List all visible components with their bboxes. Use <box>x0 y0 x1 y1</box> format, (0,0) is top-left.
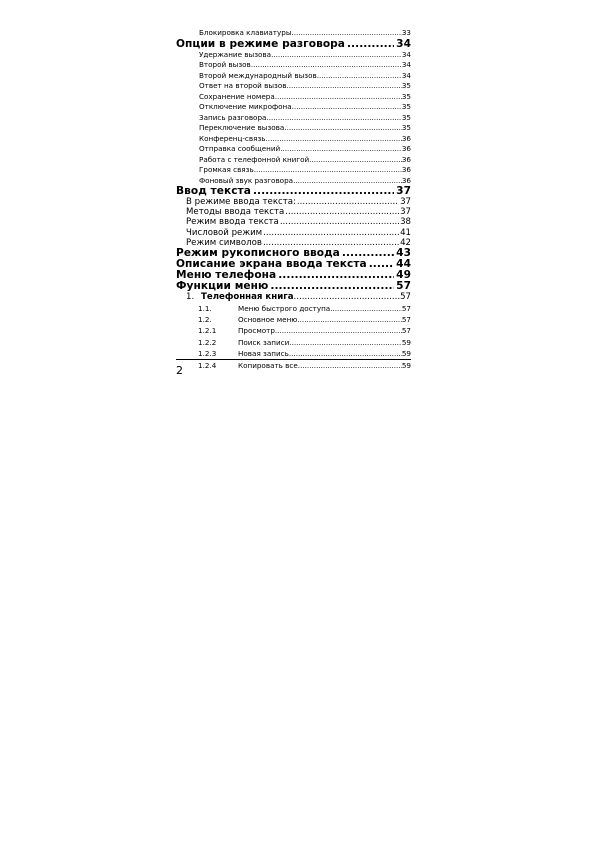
toc-dot-leader <box>271 50 402 61</box>
toc-entry-page: 34 <box>396 37 411 50</box>
toc-dot-leader <box>275 325 402 336</box>
toc-entry[interactable] <box>176 303 411 314</box>
toc-entry-page: 57 <box>400 292 411 303</box>
toc-entry-title: Конференц-связь <box>199 133 266 143</box>
toc-entry[interactable] <box>176 60 411 71</box>
toc-entry-page: 57 <box>401 326 411 336</box>
toc-entry-page: 36 <box>401 165 411 174</box>
toc-entry[interactable] <box>176 217 411 227</box>
toc-dot-leader <box>280 144 402 155</box>
toc-dot-leader <box>292 28 402 39</box>
toc-entry[interactable] <box>176 92 411 103</box>
toc-entry-page: 37 <box>400 197 411 207</box>
toc-dot-leader <box>263 228 399 238</box>
toc-dot-leader <box>297 314 402 325</box>
toc-entry-title: Режим символов <box>186 237 262 248</box>
toc-entry-page: 59 <box>401 337 411 347</box>
toc-entry-title: Ввод текста <box>176 185 251 197</box>
toc-entry[interactable] <box>176 144 411 155</box>
toc-entry-page: 42 <box>400 237 411 248</box>
toc-entry[interactable] <box>176 39 411 50</box>
toc-entry-page: 37 <box>400 207 411 218</box>
toc-entry-page: 44 <box>396 258 411 271</box>
toc-entry[interactable] <box>176 325 411 336</box>
toc-entry-page: 41 <box>400 227 411 238</box>
toc-entry-number: 1.1. <box>198 303 212 313</box>
toc-entry-title: Отправка сообщений <box>199 144 281 153</box>
footer-rule <box>176 359 411 360</box>
toc-entry-page: 36 <box>401 133 411 143</box>
toc-entry-title: Фоновый звук разговора <box>199 175 294 185</box>
toc-entry-title: Числовой режим <box>186 227 263 238</box>
toc-dot-leader <box>266 134 402 145</box>
toc-dot-leader <box>347 39 394 50</box>
toc-entry-title: Отключение микрофона <box>199 102 292 111</box>
toc-entry-title: Режим ввода текста <box>186 217 279 228</box>
toc-entry-page: 35 <box>401 123 411 132</box>
toc-entry-page: 59 <box>401 349 411 359</box>
toc-entry-page: 36 <box>401 154 411 164</box>
toc-entry-page: 35 <box>401 112 411 122</box>
toc-entry-page: 37 <box>396 185 411 197</box>
toc-entry[interactable] <box>176 102 411 113</box>
toc-entry-title: Телефонная книга <box>201 292 294 303</box>
toc-entry[interactable] <box>176 292 411 303</box>
toc-entry-number: 1.2.1 <box>198 326 217 336</box>
toc-entry[interactable] <box>176 155 411 166</box>
toc-dot-leader <box>289 348 402 359</box>
toc-entry-page: 57 <box>401 314 411 324</box>
toc-entry-page: 57 <box>401 303 411 313</box>
toc-entry-page: 35 <box>401 102 411 111</box>
toc-entry[interactable] <box>176 360 411 371</box>
toc-entry[interactable] <box>176 197 411 207</box>
toc-entry[interactable] <box>176 71 411 82</box>
toc-entry[interactable] <box>176 281 411 292</box>
toc-entry-page: 36 <box>401 175 411 185</box>
toc-entry-title: Ответ на второй вызов <box>199 81 287 90</box>
toc-entry-title: Поиск записи <box>238 337 290 347</box>
toc-entry[interactable] <box>176 348 411 359</box>
toc-entry-number: 1.2. <box>198 314 212 324</box>
toc-entry-title: Методы ввода текста <box>186 207 285 218</box>
toc-entry-page: 49 <box>396 269 411 282</box>
toc-dot-leader <box>330 303 402 314</box>
toc-dot-leader <box>369 259 394 270</box>
toc-entry[interactable] <box>176 28 411 39</box>
toc-entry-title: Сохранение номера <box>199 91 275 101</box>
toc-entry-title: Работа с телефонной книгой <box>199 154 310 164</box>
toc-entry-page: 35 <box>401 81 411 90</box>
toc-entry[interactable] <box>176 186 411 197</box>
toc-dot-leader <box>289 337 402 348</box>
toc-dot-leader <box>253 186 394 197</box>
toc-entry[interactable] <box>176 50 411 61</box>
toc-dot-leader <box>284 123 402 134</box>
toc-entry[interactable] <box>176 207 411 217</box>
toc-entry-title: Меню телефона <box>176 269 277 282</box>
toc-entry-page: 34 <box>401 70 411 80</box>
page-number: 2 <box>176 364 183 377</box>
toc-dot-leader <box>285 207 399 217</box>
toc-entry-title: Громкая связь <box>199 165 254 174</box>
toc-entry-number: 1.2.4 <box>198 360 217 370</box>
toc-entry-title: Второй международный вызов <box>199 70 317 80</box>
toc-entry-title: Запись разговора <box>199 112 267 122</box>
toc-entry-title: Удержание вызова <box>199 49 272 59</box>
toc-dot-leader <box>317 71 402 82</box>
toc-dot-leader <box>254 165 402 176</box>
toc-entry-number: 1. <box>186 292 195 303</box>
toc-entry-page: 34 <box>401 49 411 59</box>
toc-dot-leader <box>292 102 402 113</box>
toc-dot-leader <box>251 60 402 71</box>
toc-entry[interactable] <box>176 337 411 348</box>
toc-entry-title: Просмотр <box>238 326 275 336</box>
toc-dot-leader <box>266 113 401 124</box>
toc-entry[interactable] <box>176 314 411 325</box>
toc-dot-leader <box>275 92 402 103</box>
toc-entry[interactable] <box>176 123 411 134</box>
toc-dot-leader <box>293 176 402 187</box>
toc-dot-leader <box>278 270 394 281</box>
toc-dot-leader <box>280 217 399 227</box>
toc-dot-leader <box>298 360 402 371</box>
toc-entry-title: В режиме ввода текста: <box>186 197 296 207</box>
toc-entry-page: 43 <box>396 247 411 260</box>
toc-entry-title: Опции в режиме разговора <box>176 37 345 50</box>
toc-entry-page: 36 <box>401 144 411 153</box>
toc-entry[interactable] <box>176 113 411 124</box>
toc-entry-title: Блокировка клавиатуры <box>199 28 292 37</box>
toc-entry-title: Новая запись <box>238 349 289 359</box>
toc-dot-leader <box>294 292 401 303</box>
toc-entry-number: 1.2.3 <box>198 349 217 359</box>
toc-entry-page: 38 <box>400 217 411 228</box>
toc-entry-number: 1.2.2 <box>198 337 217 347</box>
toc-entry-title: Основное меню <box>238 314 298 324</box>
toc-dot-leader <box>286 81 401 92</box>
table-of-contents <box>176 28 411 371</box>
toc-entry-page: 57 <box>396 280 411 293</box>
toc-entry-page: 35 <box>401 91 411 101</box>
toc-entry-page: 34 <box>401 60 411 69</box>
toc-dot-leader <box>270 281 394 292</box>
toc-entry-title: Второй вызов <box>199 60 251 69</box>
toc-entry-title: Описание экрана ввода текста <box>176 258 367 271</box>
toc-entry-title: Режим рукописного ввода <box>176 247 340 260</box>
toc-entry[interactable] <box>176 81 411 92</box>
toc-dot-leader <box>309 155 402 166</box>
toc-entry-title: Меню быстрого доступа <box>238 303 331 313</box>
toc-dot-leader <box>297 197 399 207</box>
toc-entry[interactable] <box>176 134 411 145</box>
toc-entry[interactable] <box>176 165 411 176</box>
toc-entry-page: 59 <box>401 360 411 370</box>
toc-entry-title: Копировать все <box>238 360 298 370</box>
toc-entry-page: 33 <box>401 28 411 37</box>
toc-entry-title: Функции меню <box>176 280 269 293</box>
toc-entry-title: Переключение вызова <box>199 123 285 132</box>
toc-entry[interactable] <box>176 228 411 238</box>
